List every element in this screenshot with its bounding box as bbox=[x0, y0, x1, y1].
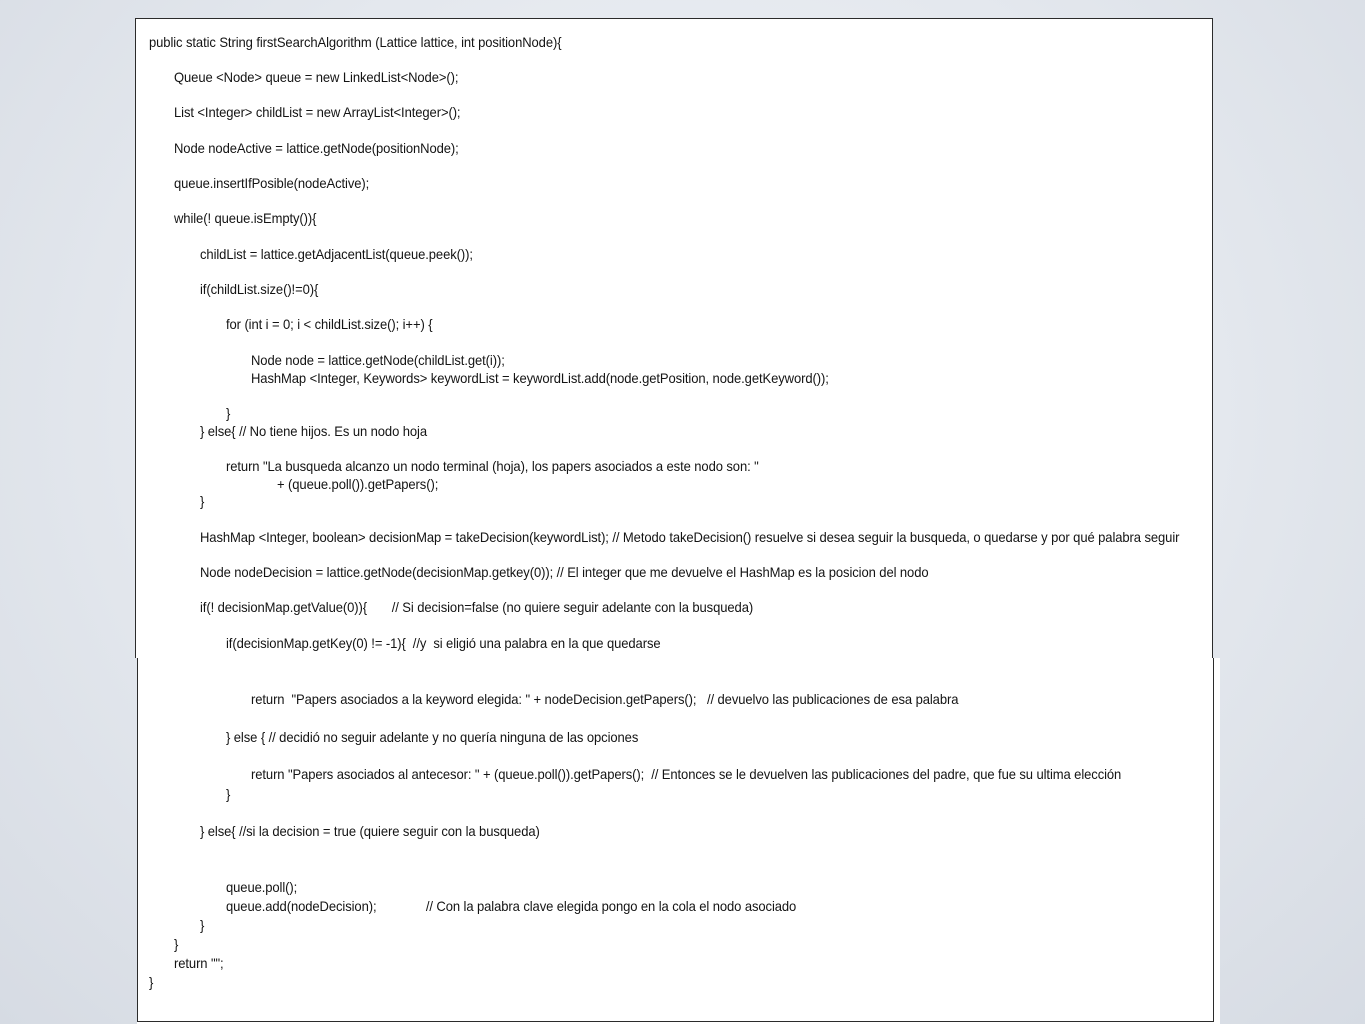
code-line: + (queue.poll()).getPapers(); bbox=[277, 476, 439, 492]
code-line: queue.add(nodeDecision); // Con la palabra clave elegida pongo en la cola el nodo asociado bbox=[226, 898, 797, 914]
code-line: public static String firstSearchAlgorithm (Lattice lattice, int positionNode){ bbox=[149, 34, 562, 50]
code-line: childList = lattice.getAdjacentList(queue.peek()); bbox=[200, 246, 473, 262]
code-line: return ""; bbox=[174, 955, 224, 971]
code-line: return "La busqueda alcanzo un nodo terminal (hoja), los papers asociados a este nodo son: " bbox=[226, 458, 759, 474]
code-line: } bbox=[200, 917, 205, 933]
code-line: } bbox=[226, 405, 231, 421]
code-line: Node nodeDecision = lattice.getNode(decisionMap.getkey(0)); // El integer que me devuelve el HashMap es la posicion del nodo bbox=[200, 564, 929, 580]
code-line: HashMap <Integer, boolean> decisionMap = takeDecision(keywordList); // Metodo takeDecision() resuelve si desea seguir la busqueda, o quedarse y por qué palabra seguir bbox=[200, 529, 1180, 545]
code-line: } bbox=[226, 786, 231, 802]
code-line: Node node = lattice.getNode(childList.get(i)); bbox=[251, 352, 505, 368]
code-line: } else{ // No tiene hijos. Es un nodo hoja bbox=[200, 423, 428, 439]
code-line: } bbox=[149, 974, 154, 990]
code-line: while(! queue.isEmpty()){ bbox=[174, 210, 317, 226]
code-line: Queue <Node> queue = new LinkedList<Node>(); bbox=[174, 69, 459, 85]
code-line: List <Integer> childList = new ArrayList<Integer>(); bbox=[174, 104, 461, 120]
code-line: return "Papers asociados al antecesor: " + (queue.poll()).getPapers(); // Entonces se le devuelven las publicaciones del padre, que fue su ultima elección bbox=[251, 766, 1122, 782]
code-line: queue.insertIfPosible(nodeActive); bbox=[174, 175, 370, 191]
code-image-frame bbox=[137, 658, 1214, 1022]
code-line: } else { // decidió no seguir adelante y no quería ninguna de las opciones bbox=[226, 729, 639, 745]
code-line: queue.poll(); bbox=[226, 879, 298, 895]
code-line: return "Papers asociados a la keyword elegida: " + nodeDecision.getPapers(); // devuelvo las publicaciones de esa palabra bbox=[251, 691, 959, 707]
code-line: if(decisionMap.getKey(0) != -1){ //y si eligió una palabra en la que quedarse bbox=[226, 635, 661, 651]
code-line: if(! decisionMap.getValue(0)){ // Si decision=false (no quiere seguir adelante con la busqueda) bbox=[200, 599, 754, 615]
code-line: if(childList.size()!=0){ bbox=[200, 281, 319, 297]
code-line: for (int i = 0; i < childList.size(); i++) { bbox=[226, 316, 433, 332]
code-line: } bbox=[174, 936, 179, 952]
code-image-continuation bbox=[137, 658, 1220, 1024]
code-line: } bbox=[200, 493, 205, 509]
code-line: HashMap <Integer, Keywords> keywordList = keywordList.add(node.getPosition, node.getKeyword()); bbox=[251, 370, 829, 386]
code-line: Node nodeActive = lattice.getNode(positionNode); bbox=[174, 140, 459, 156]
code-line: } else{ //si la decision = true (quiere seguir con la busqueda) bbox=[200, 823, 540, 839]
